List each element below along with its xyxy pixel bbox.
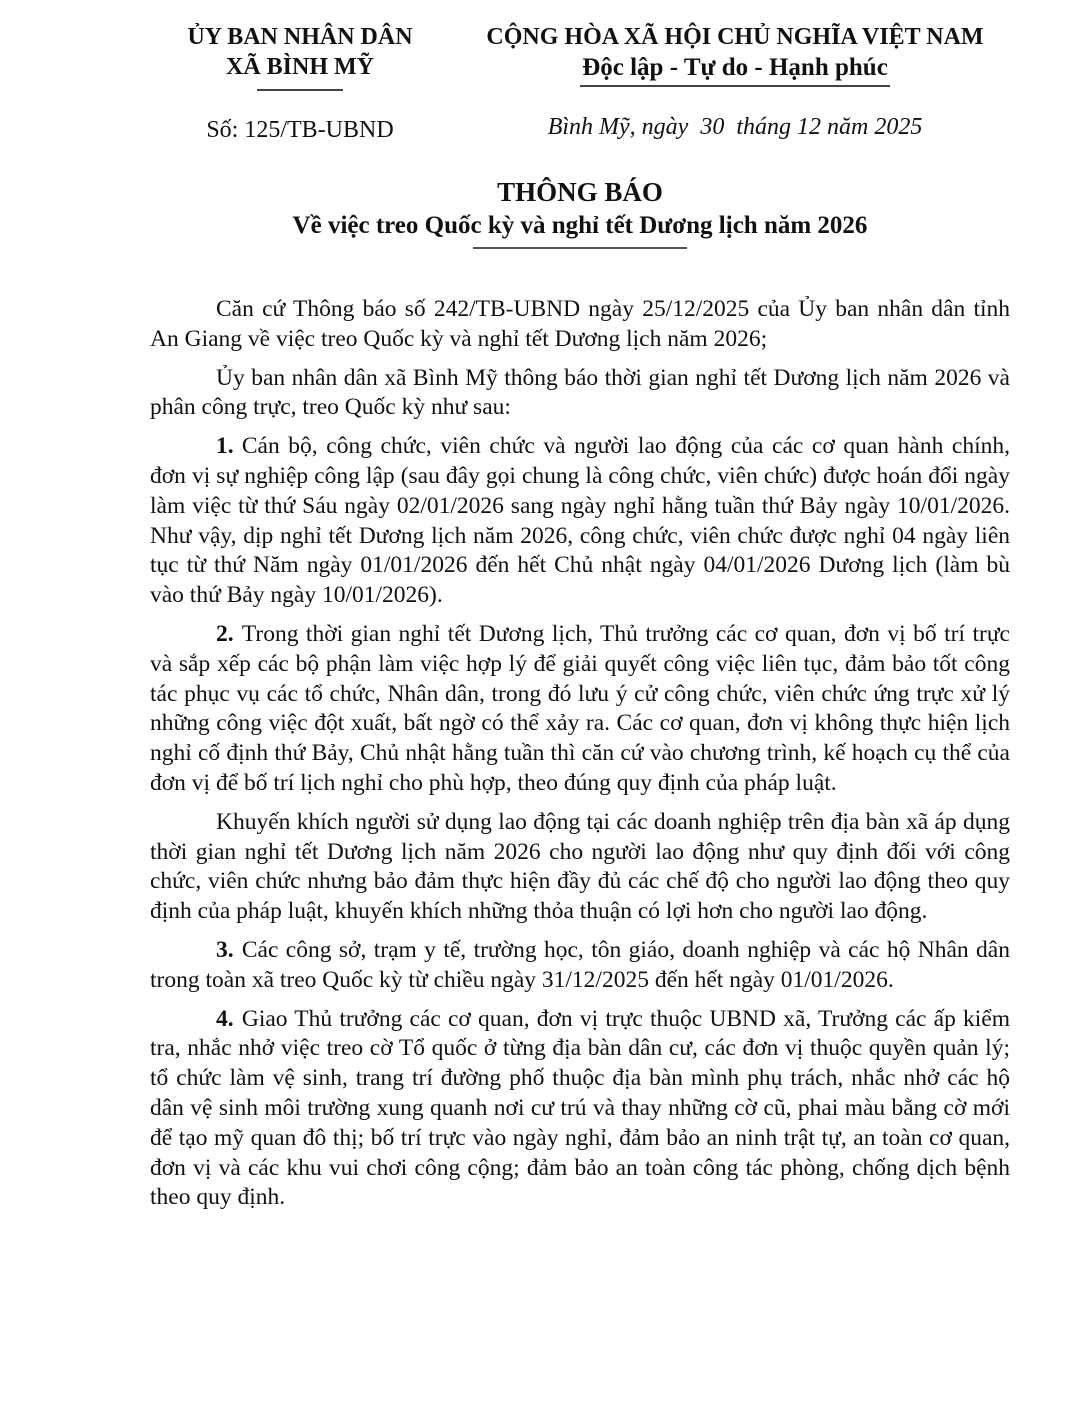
paragraph-text: Cán bộ, công chức, viên chức và người lao động của các cơ quan hành chính, đơn vị sự nghiệp công lập (sau đây gọi chung là công chức, viên chức) được hoán đổi ngày làm việc từ thứ Sáu ngày 02/01/2026 sang ngày nghỉ hằng tuần thứ Bảy ngày 10/01/2026. Như vậy, dịp nghỉ tết Dương lịch năm 2026, công chức, viên chức được nghỉ 04 ngày liên tục từ thứ Năm ngày 01/01/2026 đến hết Chủ nhật ngày 04/01/2026 Dương lịch (làm bù vào thứ Bảy ngày 10/01/2026). <box>150 433 1010 609</box>
document-title: THÔNG BÁO <box>497 177 663 207</box>
item-marker: 1. <box>216 433 234 460</box>
document-body <box>150 295 1010 1213</box>
document-header <box>150 22 1010 144</box>
issuing-authority-line1: ỦY BAN NHÂN DÂN <box>187 24 413 50</box>
subtitle-underline <box>473 247 687 249</box>
paragraph-text: Căn cứ Thông báo số 242/TB-UBND ngày 25/12/2025 của Ủy ban nhân dân tỉnh An Giang về việc treo Quốc kỳ và nghỉ tết Dương lịch năm 2026; <box>150 296 1010 352</box>
issuing-authority-block <box>150 22 450 144</box>
issuing-authority-line2: XÃ BÌNH MỸ <box>226 54 374 80</box>
authority-underline <box>257 89 343 91</box>
document-subtitle: Về việc treo Quốc kỳ và nghỉ tết Dương lịch năm 2026 <box>292 212 868 239</box>
paragraph-item-2 <box>150 620 1010 799</box>
paragraph-item-1 <box>150 432 1010 611</box>
item-marker: 4. <box>216 1005 234 1032</box>
paragraph-item-4 <box>150 1005 1010 1214</box>
title-block <box>150 176 1010 249</box>
document-number: Số: 125/TB-UBND <box>206 117 394 143</box>
paragraph-item-3 <box>150 936 1010 996</box>
national-motto-block <box>450 22 1010 144</box>
item-marker: 3. <box>216 936 234 963</box>
national-title: CỘNG HÒA XÃ HỘI CHỦ NGHĨA VIỆT NAM <box>486 24 984 50</box>
paragraph-text: Các công sở, trạm y tế, trường học, tôn giáo, doanh nghiệp và các hộ Nhân dân trong toàn xã treo Quốc kỳ từ chiều ngày 31/12/2025 đến hết ngày 01/01/2026. <box>150 936 1010 993</box>
place-and-date: Bình Mỹ, ngày 30 tháng 12 năm 2025 <box>547 114 923 140</box>
paragraph-encouragement <box>150 808 1010 927</box>
paragraph-preamble-1 <box>150 295 1010 355</box>
paragraph-text: Khuyến khích người sử dụng lao động tại các doanh nghiệp trên địa bàn xã áp dụng thời gian nghỉ tết Dương lịch năm 2026 cho người lao động như quy định đối với công chức, viên chức nhưng bảo đảm thực hiện đầy đủ các chế độ cho người lao động theo quy định của pháp luật, khuyến khích những thỏa thuận có lợi hơn cho người lao động. <box>150 808 1010 925</box>
paragraph-text: Trong thời gian nghỉ tết Dương lịch, Thủ trưởng các cơ quan, đơn vị bố trí trực và sắp xếp các bộ phận làm việc hợp lý để giải quyết công việc liên tục, đảm bảo tốt công tác phục vụ các tổ chức, Nhân dân, trong đó lưu ý cử công chức, viên chức ứng trực xử lý những công việc đột xuất, bất ngờ có thể xảy ra. Các cơ quan, đơn vị không thực hiện lịch nghỉ cố định thứ Bảy, Chủ nhật hằng tuần thì căn cứ vào chương trình, kế hoạch cụ thể của đơn vị để bố trí lịch nghỉ cho phù hợp, theo đúng quy định của pháp luật. <box>150 620 1010 796</box>
paragraph-text: Giao Thủ trưởng các cơ quan, đơn vị trực thuộc UBND xã, Trưởng các ấp kiểm tra, nhắc nhở việc treo cờ Tổ quốc ở từng địa bàn dân cư, các đơn vị thuộc quyền quản lý; tổ chức làm vệ sinh, trang trí đường phố thuộc địa bàn mình phụ trách, nhắc nhở các hộ dân vệ sinh môi trường xung quanh nơi cư trú và thay những cờ cũ, phai màu bằng cờ mới để tạo mỹ quan đô thị; bố trí trực vào ngày nghỉ, đảm bảo an ninh trật tự, an toàn cơ quan, đơn vị và các khu vui chơi công cộng; đảm bảo an toàn công tác phòng, chống dịch bệnh theo quy định. <box>150 1005 1010 1211</box>
paragraph-text: Ủy ban nhân dân xã Bình Mỹ thông báo thời gian nghỉ tết Dương lịch năm 2026 và phân công trực, treo Quốc kỳ như sau: <box>150 364 1010 421</box>
national-motto: Độc lập - Tự do - Hạnh phúc <box>580 52 890 87</box>
item-marker: 2. <box>216 620 234 647</box>
paragraph-preamble-2 <box>150 364 1010 424</box>
